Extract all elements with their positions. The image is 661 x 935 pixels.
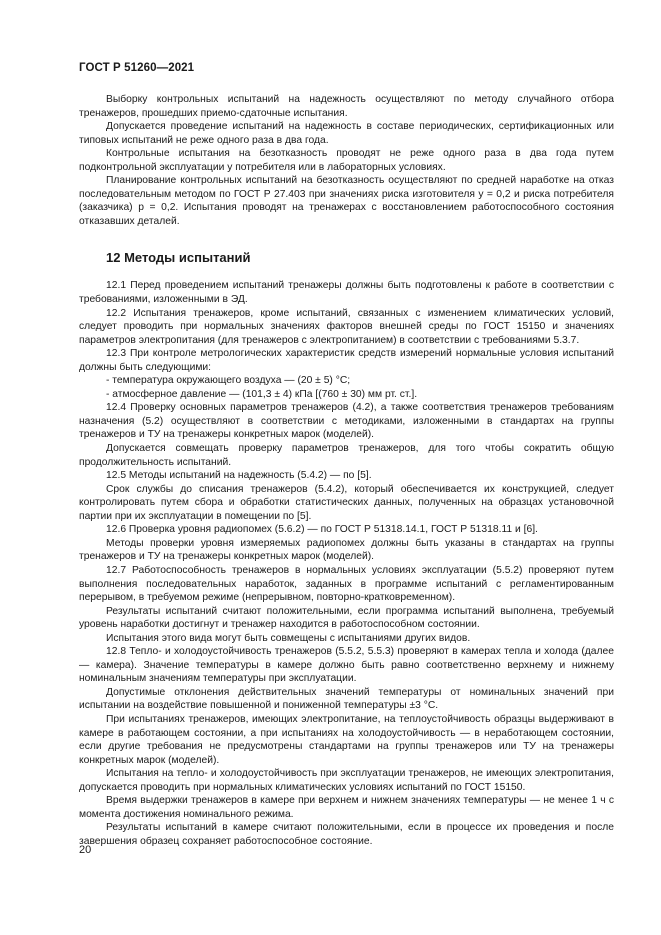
document-header: ГОСТ Р 51260—2021 [79, 62, 195, 74]
list-item: - температура окружающего воздуха — (20 ± 5) °С; [106, 375, 351, 387]
paragraph: 12.6 Проверка уровня радиопомех (5.6.2) — по ГОСТ Р 51318.14.1, ГОСТ Р 51318.11 и [6]. [106, 524, 538, 536]
page-body [79, 93, 614, 848]
page-number: 20 [79, 844, 92, 856]
paragraph: 12.5 Методы испытаний на надежность (5.4.2) — по [5]. [106, 470, 372, 482]
paragraph: Результаты испытаний в камере считают положительными, если в процессе их проведения и после завершения образец сохраняет работоспособное состояние. [79, 822, 614, 847]
paragraph: Результаты испытаний считают положительными, если программа испытаний выполнена, требуемый уровень наработки достигнут и тренажер находится в работоспособном состоянии. [79, 605, 614, 631]
paragraph: Допускается проведение испытаний на надежность в составе периодических, сертификационных или типовых испытаний не реже одного раза в два года. [79, 121, 614, 146]
paragraph: 12.2 Испытания тренажеров, кроме испытаний, связанных с изменением климатических условий, следует проводить при нормальных значениях факторов внешней среды по ГОСТ 15150 и значениях параметров электропитания (для тренажеров с электропитанием) в соответствии с требованиями 5.3.7. [79, 307, 614, 346]
section-heading: 12 Методы испытаний [106, 250, 251, 266]
paragraph: Методы проверки уровня измеряемых радиопомех должны быть указаны в стандартах на группы тренажеров и ТУ на тренажеры конкретных марок (моделей). [79, 537, 614, 563]
paragraph: Контрольные испытания на безотказность проводят не реже одного раза в два года путем подконтрольной эксплуатации у потребителя или в лабораторных условиях. [79, 148, 614, 173]
paragraph: Допустимые отклонения действительных значений температуры от номинальных значений при испытании на воздействие повышенной и пониженной температуры ±3 °С. [79, 686, 614, 712]
paragraph: При испытаниях тренажеров, имеющих электропитание, на теплоустойчивость образцы выдерживают в камере в работающем состоянии, а при испытаниях на холодоустойчивость — в неработающем состоянии, если другие требования не предусмотрены стандартами на группы тренажеров или ТУ на тренажеры конкретных марок (моделей). [79, 713, 614, 766]
paragraph: 12.1 Перед проведением испытаний тренажеры должны быть подготовлены к работе в соответствии с требованиями, изложенными в ЭД. [79, 280, 614, 306]
paragraph: 12.3 При контроле метрологических характеристик средств измерений нормальные условия испытаний должны быть следующими: [79, 348, 614, 373]
paragraph: Выборку контрольных испытаний на надежность осуществляют по методу случайного отбора тренажеров, прошедших приемо-сдаточные испытания. [79, 94, 614, 119]
paragraph: 12.4 Проверку основных параметров тренажеров (4.2), а также соответствия тренажеров требованиям назначения (5.2) осуществляют в соответствии с методиками, изложенными в стандартах на группы тренажеров и ТУ на тренажеры конкретных марок (моделей). [79, 402, 614, 441]
paragraph: Время выдержки тренажеров в камере при верхнем и нижнем значениях температуры — не менее 1 ч с момента достижения номинального режима. [79, 795, 614, 820]
paragraph: Испытания на тепло- и холодоустойчивость при эксплуатации тренажеров, не имеющих электропитания, допускается проводить при нормальных климатических условиях испытаний по ГОСТ 15150. [79, 768, 614, 793]
paragraph: 12.8 Тепло- и холодоустойчивость тренажеров (5.5.2, 5.5.3) проверяют в камерах тепла и холода (далее — камера). Значение температуры в камере должно быть равно соответственно верхнему и нижнему номинальным значениям температуры при эксплуатации. [79, 646, 614, 685]
paragraph: Допускается совмещать проверку параметров тренажеров, для того чтобы сократить общую продолжительность испытаний. [79, 443, 614, 468]
paragraph: Испытания этого вида могут быть совмещены с испытаниями других видов. [106, 632, 471, 644]
list-item: - атмосферное давление — (101,3 ± 4) кПа [(760 ± 30) мм рт. ст.]. [106, 388, 418, 400]
paragraph: Планирование контрольных испытаний на безотказность осуществляют по средней наработке на отказ последовательным методом по ГОСТ Р 27.403 при значениях риска изготовителя y = 0,2 и риска потребителя (заказчика) p = 0,2. Испытания проводят на тренажерах с восстановлением работоспособного состояния отказавших деталей. [79, 175, 614, 227]
paragraph: Срок службы до списания тренажеров (5.4.2), который обеспечивается их конструкцией, следует контролировать путем сбора и обработки статистических данных, полученных на образцах установочной партии при их эксплуатации в помещении по [5]. [79, 483, 614, 522]
paragraph: 12.7 Работоспособность тренажеров в нормальных условиях эксплуатации (5.5.2) проверяют путем выполнения последовательных наработок, заданных в программе испытаний с регламентированным перерывом, в требуемом режиме (непрерывном, повторно-кратковременном). [79, 564, 614, 604]
